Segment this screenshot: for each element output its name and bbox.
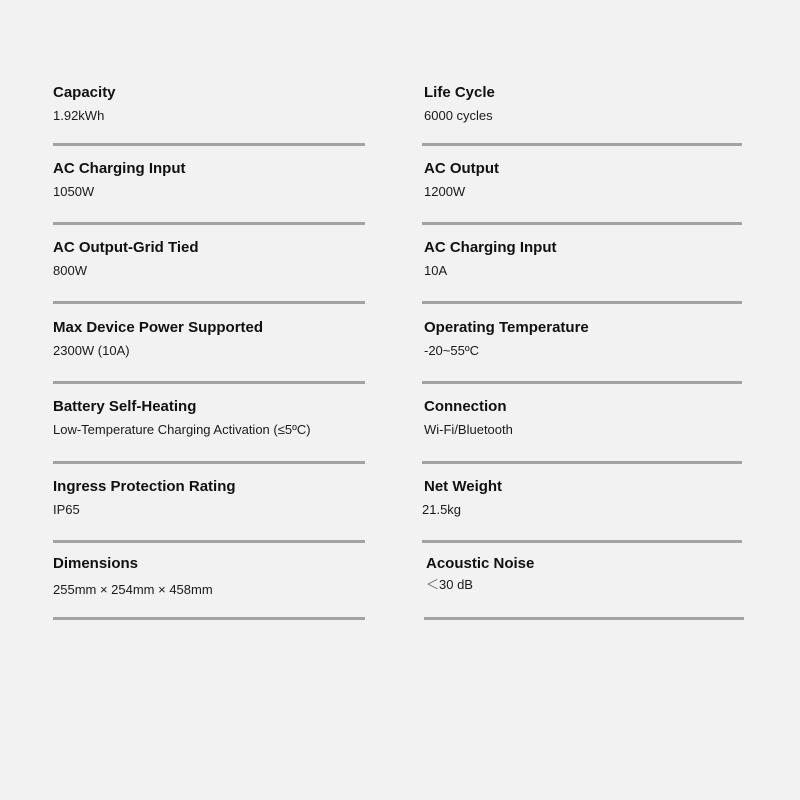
spec-value: 10A [424, 263, 448, 278]
spec-label: Ingress Protection Rating [53, 478, 236, 495]
spec-value: 21.5kg [422, 502, 462, 517]
spec-value: 6000 cycles [424, 108, 493, 123]
divider [53, 222, 365, 225]
spec-value: IP65 [53, 502, 80, 517]
spec-value: ＜30 dB [426, 577, 473, 592]
spec-label: Net Weight [424, 478, 503, 495]
spec-label: AC Charging Input [424, 239, 557, 256]
spec-value: Low-Temperature Charging Activation (≤5ºC) [53, 422, 311, 437]
spec-label: AC Output [424, 160, 499, 177]
spec-label: Max Device Power Supported [53, 319, 264, 336]
spec-label: Dimensions [53, 555, 139, 572]
divider [53, 461, 365, 464]
spec-value: 1.92kWh [53, 108, 105, 123]
spec-label: AC Output-Grid Tied [53, 239, 199, 256]
divider [424, 617, 744, 620]
divider [422, 143, 742, 146]
divider [53, 301, 365, 304]
spec-label: AC Charging Input [53, 160, 186, 177]
spec-value: 800W [53, 263, 87, 278]
spec-value: Wi-Fi/Bluetooth [424, 422, 513, 437]
spec-value: 2300W (10A) [53, 343, 130, 358]
divider [53, 381, 365, 384]
spec-label: Connection [424, 398, 507, 415]
divider [422, 301, 742, 304]
spec-label: Battery Self-Heating [53, 398, 197, 415]
spec-label: Life Cycle [424, 84, 495, 101]
spec-label: Capacity [53, 84, 116, 101]
divider [422, 222, 742, 225]
divider [422, 540, 742, 543]
divider [53, 617, 365, 620]
spec-value: 255mm × 254mm × 458mm [53, 582, 213, 597]
divider [422, 461, 742, 464]
spec-value: 1200W [424, 184, 466, 199]
divider [422, 381, 742, 384]
divider [53, 540, 365, 543]
spec-value: -20~55ºC [424, 343, 479, 358]
spec-value: 1050W [53, 184, 95, 199]
spec-label: Acoustic Noise [426, 555, 535, 572]
spec-label: Operating Temperature [424, 319, 589, 336]
divider [53, 143, 365, 146]
